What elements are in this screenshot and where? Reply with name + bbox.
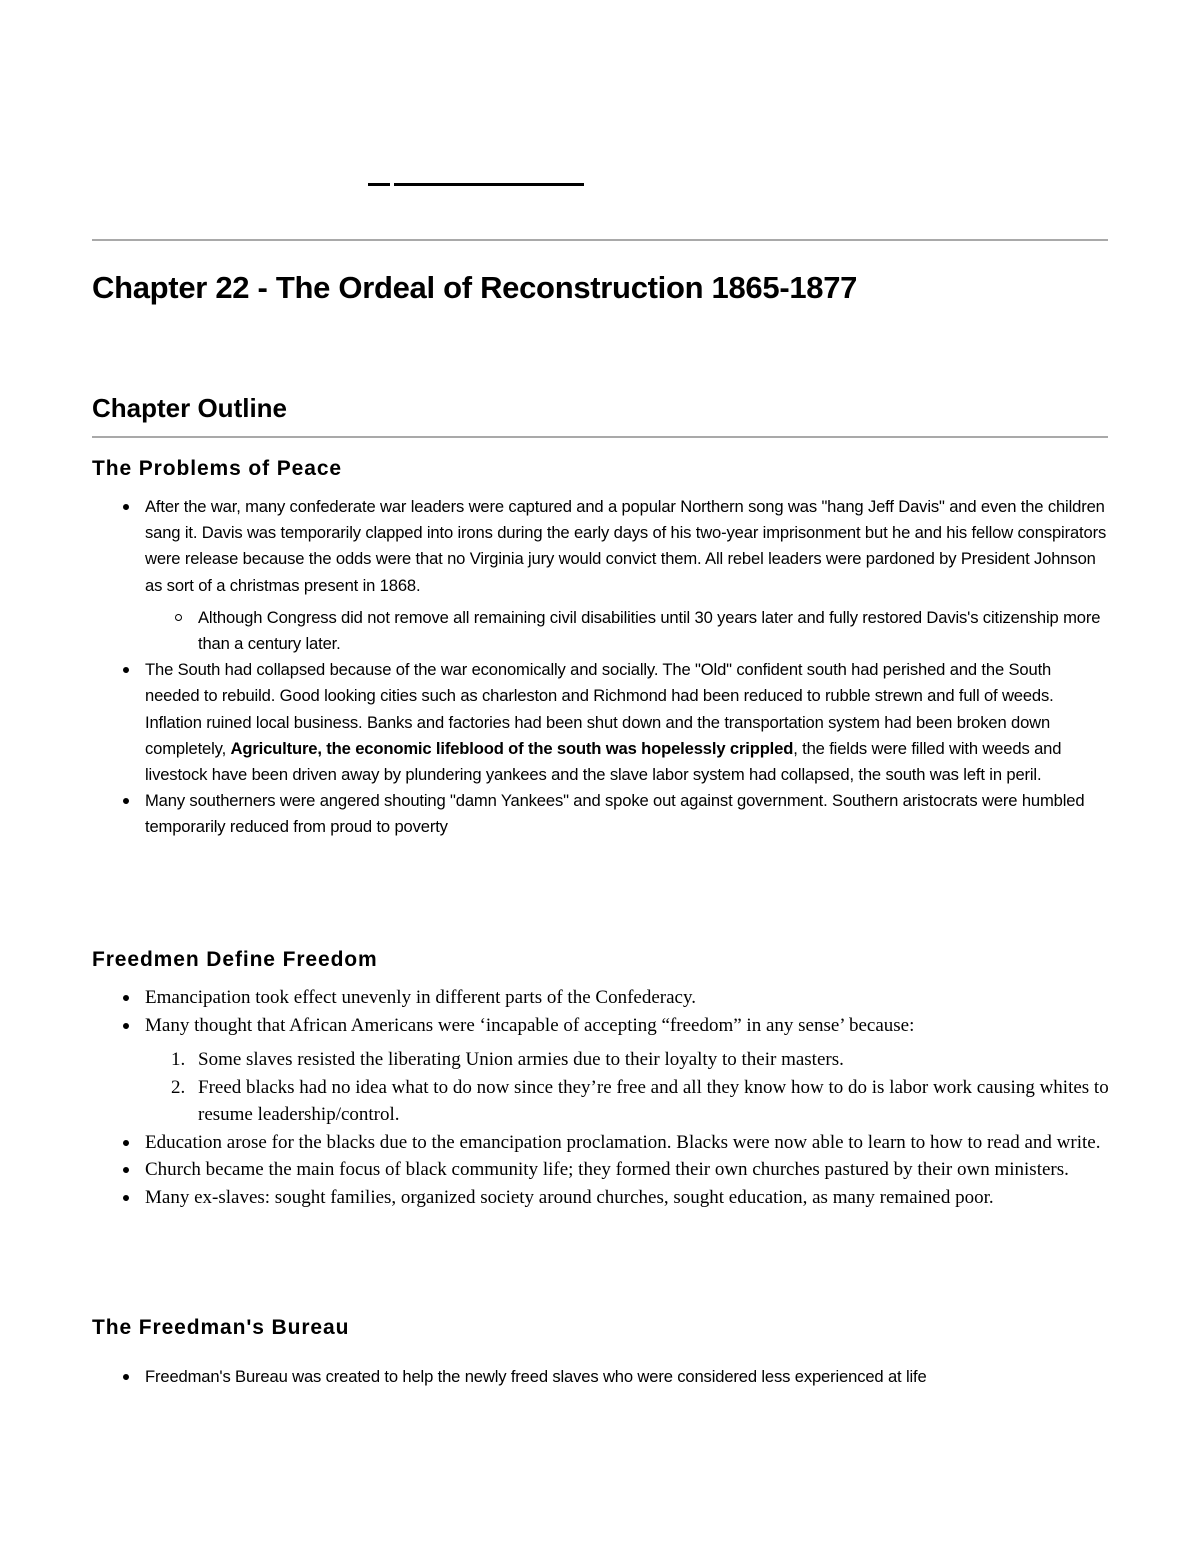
numbered-item xyxy=(171,1046,1110,1074)
list-item-text: Many southerners were angered shouting "damn Yankees" and spoke out against government. Southern aristocrats were humbled temporarily reduced from proud to poverty xyxy=(145,791,1085,837)
list-item xyxy=(145,1156,1110,1184)
section-heading-freedmans-bureau: The Freedman's Bureau xyxy=(92,1316,350,1339)
list-item-text: Emancipation took effect unevenly in different parts of the Confederacy. xyxy=(145,987,696,1008)
problems-of-peace-list xyxy=(145,494,1110,841)
numbered-list xyxy=(171,1046,1110,1129)
list-item xyxy=(145,1364,1110,1390)
numbered-item-text: Some slaves resisted the liberating Union armies due to their loyalty to their masters. xyxy=(198,1049,844,1070)
top-divider xyxy=(92,239,1108,241)
list-item-text: Many thought that African Americans were ‘incapable of accepting “freedom” in any sense’ because: xyxy=(145,1014,915,1036)
item-number: 1. xyxy=(171,1049,186,1070)
freedmen-define-freedom-list xyxy=(145,984,1110,1211)
bold-emphasis: Agriculture, the economic lifeblood of the south was hopelessly crippled xyxy=(230,738,794,758)
page-title: Chapter 22 - The Ordeal of Reconstruction 1865-1877 xyxy=(92,270,858,305)
list-item-text: Many ex-slaves: sought families, organized society around churches, sought education, as many remained poor. xyxy=(145,1186,994,1208)
numbered-item-text: Freed blacks had no idea what to do now since they’re free and all they know how to do is labor work causing whites to resume leadership/control. xyxy=(198,1076,1109,1125)
list-item xyxy=(145,788,1110,840)
list-item-text: Church became the main focus of black community life; they formed their own churches pastured by their own ministers. xyxy=(145,1159,1069,1180)
list-item xyxy=(145,1012,1110,1129)
freedmans-bureau-list xyxy=(145,1364,1110,1390)
outline-divider xyxy=(92,436,1108,438)
list-item xyxy=(145,1129,1110,1157)
item-number: 2. xyxy=(171,1076,186,1098)
section-heading-freedmen-define-freedom: Freedmen Define Freedom xyxy=(92,948,378,971)
sub-list xyxy=(198,605,1110,657)
list-item-text: The South had collapsed because of the war economically and socially. The "Old" confident south had perished and the South needed to rebuild. Good looking cities such as charleston and Richmond had been reduced to rubble strewn and full of weeds. Inflation ruined local business. Banks and factories had been shut down and the transportation system had been broken down completely, xyxy=(145,660,1054,758)
list-item-text-continued: , the fields were filled with weeds and livestock have been driven away by plundering yankees and the slave labor system had collapsed, the south was left in peril. xyxy=(145,738,1062,785)
list-item xyxy=(145,1184,1110,1212)
list-item xyxy=(145,657,1110,788)
outline-heading: Chapter Outline xyxy=(92,393,288,423)
name-line xyxy=(368,183,584,186)
list-item xyxy=(145,984,1110,1012)
list-item-text: Education arose for the blacks due to the emancipation proclamation. Blacks were now able to learn to how to read and write. xyxy=(145,1131,1101,1153)
section-heading-problems-of-peace: The Problems of Peace xyxy=(92,457,342,480)
list-item-text: After the war, many confederate war leaders were captured and a popular Northern song was "hang Jeff Davis" and even the children sang it. Davis was temporarily clapped into irons during the early days of his two-year imprisonment but he and his fellow conspirators were release because the odds were that no Virginia jury would convict them. All rebel leaders were pardoned by President Johnson as sort of a christmas present in 1868. xyxy=(145,497,1107,595)
list-item xyxy=(145,494,1110,657)
list-item-text: Freedman's Bureau was created to help the newly freed slaves who were considered less experienced at life xyxy=(145,1367,927,1386)
sub-list-item: Although Congress did not remove all remaining civil disabilities until 30 years later and fully restored Davis's citizenship more than a century later. xyxy=(198,605,1110,657)
numbered-item xyxy=(171,1074,1110,1129)
